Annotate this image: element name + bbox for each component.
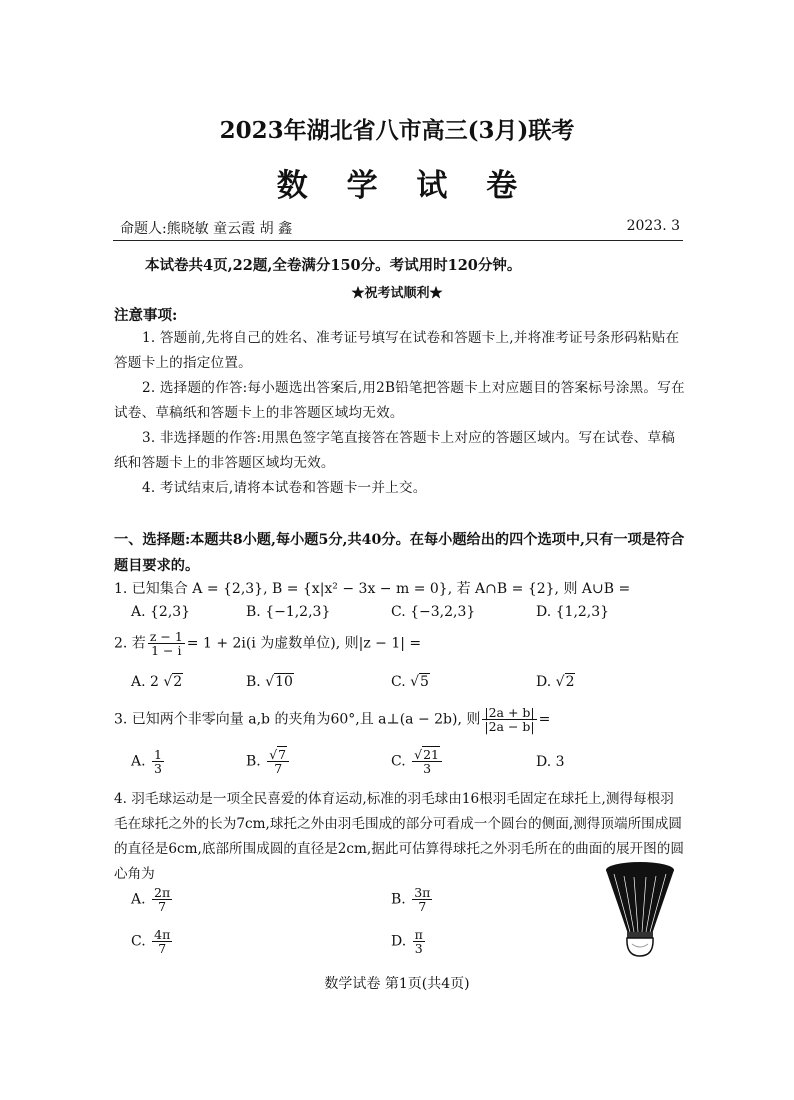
q3-denominator: |2a − b|	[484, 719, 535, 735]
q3-c-fraction	[412, 748, 442, 775]
q4-a-label: A.	[131, 891, 146, 908]
q4-d-fraction	[413, 928, 425, 955]
q2-suffix: = 1 + 2i(i 为虚数单位), 则|z − 1| =	[186, 635, 422, 652]
exam-title: 2023年湖北省八市高三(3月)联考	[219, 117, 575, 144]
q3-a-num: 1	[154, 747, 162, 762]
question-1: 1. 已知集合 A = {2,3}, B = {x|x² − 3x − m = 0}, 若 A∩B = {2}, 则 A∪B =	[114, 581, 631, 597]
q2-c-radicand: 5	[420, 674, 429, 690]
q1-option-a: A. {2,3}	[131, 604, 191, 620]
q1-option-c: C. {−3,2,3}	[391, 604, 476, 620]
q2-denominator: 1 − i	[151, 643, 182, 659]
q3-c-label: C.	[391, 753, 406, 770]
q2-c-label: C.	[391, 674, 406, 690]
q3-b-label: B.	[246, 753, 261, 770]
q4-b-label: B.	[391, 891, 406, 908]
q2-option-b: B. √10	[246, 674, 293, 690]
q3-option-a	[131, 748, 166, 775]
q4-c-label: C.	[131, 933, 146, 950]
question-2	[114, 630, 421, 657]
q4-b-num: 3π	[414, 885, 431, 900]
q4-d-label: D.	[391, 933, 407, 950]
q4-c-num: 4π	[154, 927, 171, 942]
q4-b-den: 7	[418, 899, 427, 915]
q4-d-num: π	[414, 927, 423, 942]
q3-numerator: |2a + b|	[484, 705, 535, 720]
q2-d-label: D.	[536, 674, 552, 690]
q2-d-radicand: 2	[565, 674, 575, 690]
good-luck-banner: ★祝考试顺利★	[351, 286, 443, 301]
q2-option-c: C. √5	[391, 674, 429, 690]
q3-b-radicand: 7	[278, 747, 287, 762]
q3-c-den: 3	[423, 761, 432, 777]
note-item-4: 4. 考试结束后,请将本试卷和答题卡一并上交。	[142, 480, 427, 496]
q3-option-b	[246, 748, 291, 775]
q2-b-label: B.	[246, 674, 261, 690]
q4-c-fraction	[152, 928, 172, 955]
q3-fraction	[482, 706, 536, 733]
q3-a-den: 3	[154, 761, 162, 777]
section-heading: 一、选择题:本题共8小题,每小题5分,共40分。在每小题给出的四个选项中,只有一项是符合题目要求的。	[114, 532, 685, 574]
q4-option-c	[131, 928, 174, 955]
shuttlecock-feathers	[606, 870, 674, 934]
q3-c-radicand: 21	[423, 747, 439, 762]
q3-prefix: 3. 已知两个非零向量 a,b 的夹角为60°,且 a⊥(a − 2b), 则	[114, 711, 481, 728]
q4-a-fraction	[152, 886, 172, 913]
q2-fraction	[148, 630, 185, 657]
q2-a-label: A. 2	[131, 674, 159, 690]
q4-option-d	[391, 928, 427, 955]
q3-option-c	[391, 748, 444, 775]
q4-a-den: 7	[158, 899, 167, 915]
q2-option-d: D. √2	[536, 674, 575, 690]
exam-summary: 本试卷共4页,22题,全卷满分150分。考试用时120分钟。	[145, 257, 522, 274]
note-item-2: 2. 选择题的作答:每小题选出答案后,用2B铅笔把答题卡上对应题目的答案标号涂黑。写在试卷、草稿纸和答题卡上的非答题区域均无效。	[114, 380, 685, 421]
q2-option-a: A. 2 √2	[131, 674, 183, 690]
header-divider	[113, 240, 683, 241]
q3-a-fraction	[152, 748, 164, 775]
q4-b-fraction	[412, 886, 432, 913]
q3-suffix: =	[538, 711, 551, 728]
q2-a-radicand: 2	[173, 674, 183, 690]
authors: 命题人:熊晓敏 童云霞 胡 鑫	[120, 221, 293, 237]
q3-b-fraction	[267, 748, 289, 775]
q3-b-den: 7	[274, 761, 283, 777]
q4-d-den: 3	[414, 941, 423, 957]
shuttlecock-band	[627, 932, 653, 938]
note-item-1: 1. 答题前,先将自己的姓名、准考证号填写在试卷和答题卡上,并将准考证号条形码粘贴在答题卡上的指定位置。	[114, 330, 680, 371]
q1-option-d: D. {1,2,3}	[536, 604, 610, 620]
q4-option-b	[391, 886, 434, 913]
q2-numerator: z − 1	[149, 629, 183, 644]
shuttlecock-illustration	[600, 858, 680, 966]
q2-prefix: 2. 若	[114, 635, 146, 652]
q3-a-label: A.	[131, 753, 146, 770]
q4-a-num: 2π	[154, 885, 171, 900]
q1-option-b: B. {−1,2,3}	[246, 604, 331, 620]
q3-option-d: D. 3	[536, 754, 565, 770]
question-4: 4. 羽毛球运动是一项全民喜爱的体育运动,标准的羽毛球由16根羽毛固定在球托上,测得每根羽毛在球托之外的长为7cm,球托之外由羽毛围成的部分可看成一个圆台的侧面,测得顶端所围成圆的直径是6cm,底部所围成圆的直径是2cm,据此可估算得球托之外羽毛所在的曲面的展开图的圆心角为	[114, 791, 684, 882]
q3-b-num: √7	[267, 748, 289, 762]
q4-c-den: 7	[158, 941, 167, 957]
notes-heading: 注意事项:	[114, 307, 178, 324]
exam-date: 2023. 3	[626, 218, 680, 234]
page-footer: 数学试卷 第1页(共4页)	[324, 976, 470, 992]
question-3	[114, 706, 550, 733]
q4-option-a	[131, 886, 174, 913]
subject-title: 数 学 试 卷	[276, 168, 532, 204]
q3-c-num: √21	[412, 748, 442, 762]
q2-b-radicand: 10	[275, 674, 293, 690]
note-item-3: 3. 非选择题的作答:用黑色签字笔直接答在答题卡上对应的答题区域内。写在试卷、草稿纸和答题卡上的非答题区域均无效。	[114, 430, 676, 471]
